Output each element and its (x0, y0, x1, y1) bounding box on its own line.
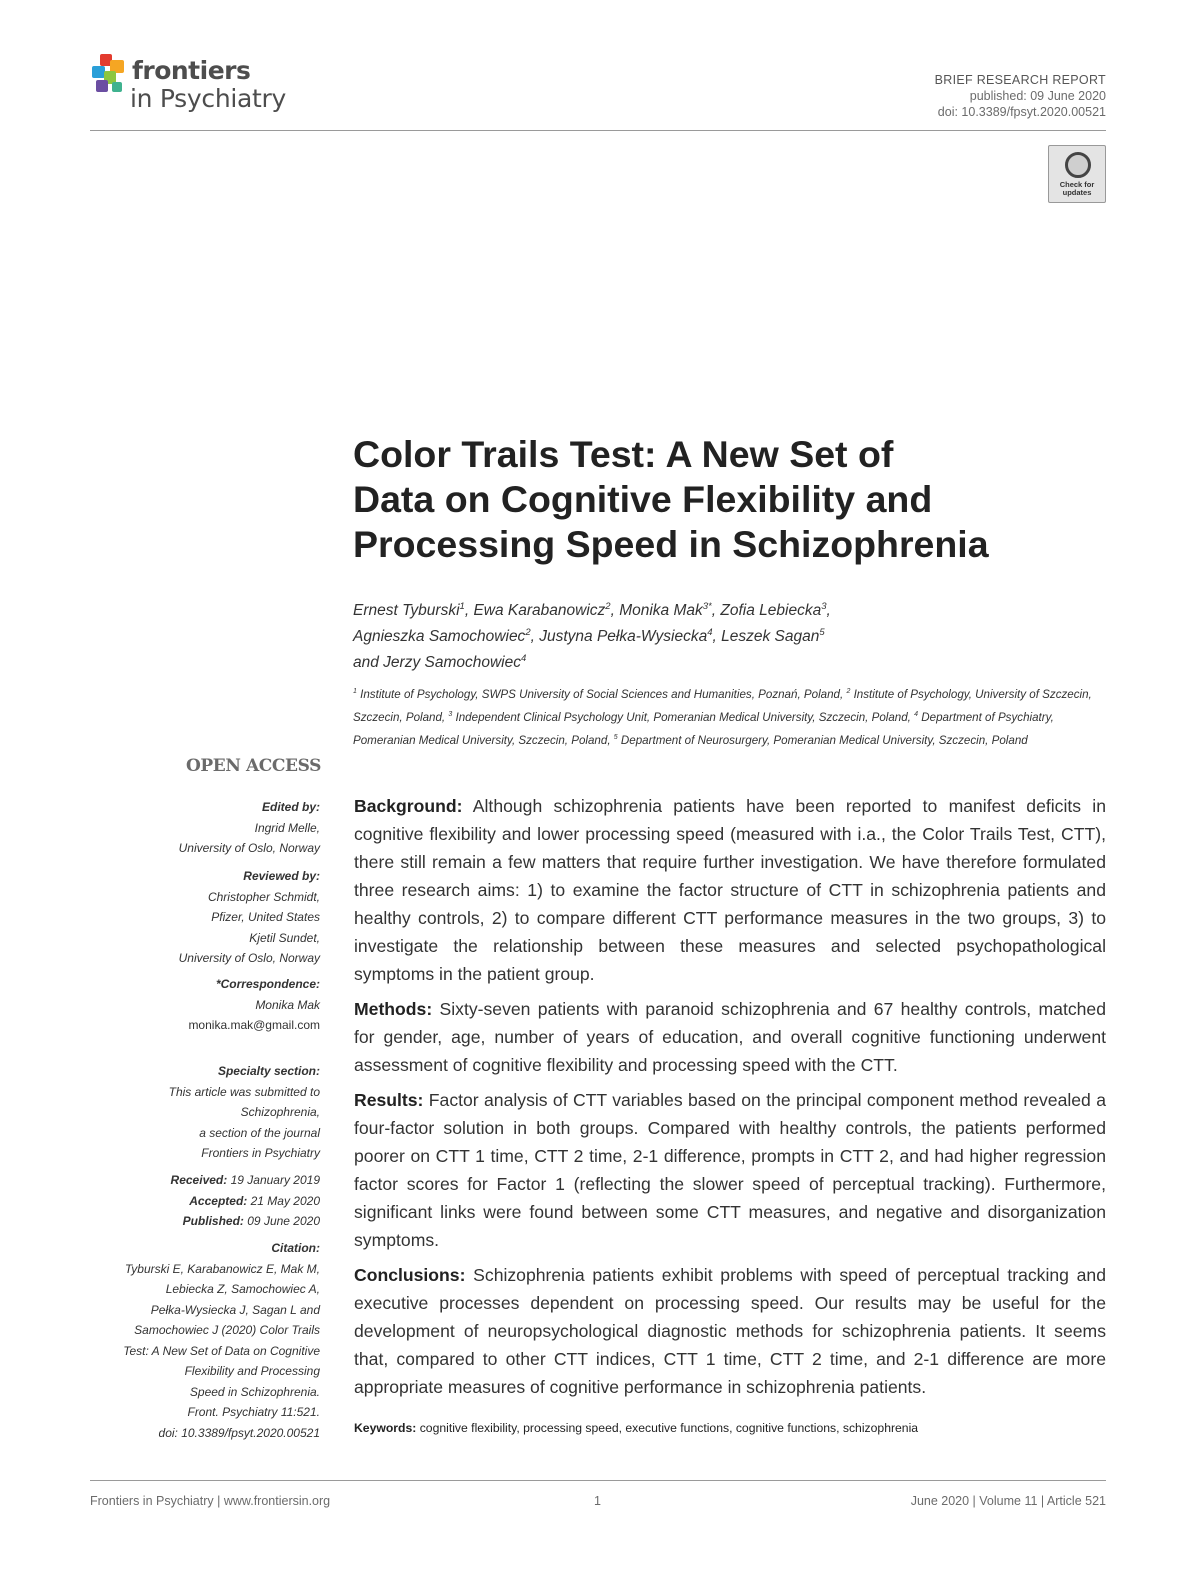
author-separator: , (712, 628, 722, 646)
abstract-conclusions (354, 1261, 1106, 1401)
specialty-line: Schizophrenia, (240, 1105, 320, 1119)
reviewer-name[interactable]: Kjetil Sundet, (249, 930, 320, 945)
article-dates (90, 1170, 320, 1232)
citation-info (90, 1238, 320, 1443)
conclusions-text: Schizophrenia patients exhibit problems with speed of perceptual tracking and executive processes dependent on processing speed. Our results may be useful for the development of neuropsychological diagnostic methods for schizophrenia patients. It seems that, compared to other CTT indices, CTT 1 time, CTT 2 time, and 2-1 difference are more appropriate measures of cognitive performance in schizophrenia patients. (354, 1265, 1106, 1397)
open-access-label: OPEN ACCESS (186, 756, 321, 776)
article-type: BRIEF RESEARCH REPORT (934, 73, 1106, 87)
received-row (90, 1170, 320, 1191)
conclusions-heading: Conclusions: (354, 1265, 466, 1285)
article-meta (935, 72, 1106, 120)
abstract-background (354, 792, 1106, 988)
keywords-label: Keywords: (354, 1421, 417, 1435)
page-number: 1 (594, 1494, 601, 1508)
correspondence-label: *Correspondence: (215, 977, 320, 991)
author-sup: 2 (605, 601, 611, 612)
received-date: 19 January 2019 (227, 1173, 320, 1187)
author-separator: , (826, 602, 831, 620)
author-name[interactable]: Ernest Tyburski (353, 602, 460, 620)
affiliation-text: Institute of Psychology, University of Szczecin, Szczecin, Poland, (353, 687, 1092, 725)
affiliation-sup: 4 (914, 711, 919, 719)
author-separator: , (711, 602, 721, 620)
footer-issue-info: June 2020 | Volume 11 | Article 521 (910, 1494, 1106, 1508)
affiliation-text: Independent Clinical Psychology Unit, Pomeranian Medical University, Szczecin, Poland, (452, 711, 915, 725)
abstract (354, 792, 1106, 1408)
journal-logo (90, 52, 310, 122)
published-date: 09 June 2020 (243, 1214, 320, 1228)
author-separator: , (530, 628, 540, 646)
title-line: Color Trails Test: A New Set of (353, 433, 894, 475)
affiliation-text: Institute of Psychology, SWPS University of Social Sciences and Humanities, Poznań, Poland, (356, 687, 847, 701)
article-doi[interactable]: doi: 10.3389/fpsyt.2020.00521 (937, 105, 1106, 119)
edited-by-label: Edited by: (261, 800, 320, 814)
citation-line: Lebiecka Z, Samochowiec A, (165, 1282, 320, 1296)
keywords-text: cognitive flexibility, processing speed, executive functions, cognitive functions, schizophrenia (416, 1421, 919, 1435)
author-name[interactable]: Monika Mak (619, 602, 703, 620)
frontiers-logo-icon (90, 54, 130, 98)
editor-info (90, 797, 320, 859)
check-for-updates-button[interactable] (1048, 145, 1106, 203)
logo-journal-name: in Psychiatry (130, 84, 287, 113)
citation-line: Flexibility and Processing (184, 1364, 320, 1378)
author-name[interactable]: Agnieszka Samochowiec (353, 628, 526, 646)
author-list (353, 596, 1113, 674)
affiliation-sup: 1 (353, 688, 357, 695)
specialty-line: Frontiers in Psychiatry (201, 1146, 320, 1160)
author-sup: 4 (521, 653, 527, 665)
reviewer-affiliation: University of Oslo, Norway (178, 951, 320, 965)
affiliation-text: Department of Neurosurgery, Pomeranian Medical University, Szczecin, Poland (617, 734, 1028, 748)
author-sup: 5 (819, 627, 825, 639)
author-sup: 2 (525, 627, 531, 639)
affiliation-text: Department of Psychiatry, Pomeranian Medical University, Szczecin, Poland, (353, 711, 1054, 748)
citation-doi-link[interactable]: doi: 10.3389/fpsyt.2020.00521 (158, 1425, 320, 1440)
results-text: Factor analysis of CTT variables based on the principal component method revealed a four-factor solution in both groups. Compared with healthy controls, the patients performed poorer on CTT 1 time, CTT 2 time, 2-1 difference, prompts in CTT 2, and had higher regression factor scores for Factor 1 (reflecting the slower speed of perceptual tracking). Furthermore, significant links were found between some CTT measures, and negative and disorganization symptoms. (354, 1090, 1106, 1250)
affiliation-sup: 3 (448, 711, 453, 719)
results-heading: Results: (354, 1090, 424, 1110)
specialty-line: This article was submitted to (168, 1084, 320, 1099)
reviewer-info (90, 866, 320, 969)
footer-divider (90, 1480, 1106, 1481)
affiliation-sup: 2 (846, 688, 851, 695)
accepted-row (90, 1191, 320, 1212)
author-name[interactable]: Justyna Pełka-Wysiecka (539, 628, 708, 646)
update-check-icon (1065, 152, 1091, 178)
footer-journal-link[interactable]: Frontiers in Psychiatry | www.frontiersin.org (90, 1494, 331, 1508)
author-sup: 1 (459, 601, 465, 612)
published-row (90, 1211, 320, 1232)
abstract-methods (354, 995, 1106, 1079)
affiliations (353, 682, 1113, 751)
citation-line: Pełka-Wysiecka J, Sagan L and (150, 1302, 320, 1317)
reviewed-by-label: Reviewed by: (243, 869, 320, 883)
header-divider (90, 130, 1106, 131)
citation-line: Speed in Schizophrenia. (189, 1384, 320, 1399)
author-name[interactable]: Zofia Lebiecka (720, 602, 822, 620)
published-label: Published: (182, 1214, 244, 1228)
article-title (353, 432, 1113, 567)
published-date: published: 09 June 2020 (969, 89, 1106, 103)
affiliation-sup: 5 (613, 734, 618, 742)
citation-line: Samochowiec J (2020) Color Trails (134, 1323, 320, 1337)
methods-text: Sixty-seven patients with paranoid schizophrenia and 67 healthy controls, matched for gender, age, number of years of education, and overall cognitive functioning underwent assessment of cognitive flexibility and processing speed with the CTT. (354, 999, 1106, 1075)
author-sup: 3 (821, 601, 827, 612)
author-name[interactable]: Leszek Sagan (721, 628, 820, 646)
editor-name[interactable]: Ingrid Melle, (254, 820, 320, 835)
specialty-label: Specialty section: (217, 1064, 320, 1078)
author-name[interactable]: Ewa Karabanowicz (473, 602, 606, 620)
correspondence-email-link[interactable]: monika.mak@gmail.com (188, 1018, 320, 1032)
correspondence-name: Monika Mak (255, 997, 320, 1012)
title-line: Processing Speed in Schizophrenia (353, 523, 989, 565)
reviewer-affiliation: Pfizer, United States (211, 910, 320, 924)
accepted-label: Accepted: (189, 1193, 248, 1208)
received-label: Received: (170, 1173, 228, 1187)
citation-line: Test: A New Set of Data on Cognitive (123, 1343, 320, 1358)
author-sup: 4 (707, 627, 713, 639)
author-sup: 3* (702, 601, 712, 612)
background-text: Although schizophrenia patients have been reported to manifest deficits in cognitive flexibility and lower processing speed (measured with i.a., the Color Trails Test, CTT), there still remain a few matters that require further investigation. We have therefore formulated three research aims: 1) to examine the factor structure of CTT in schizophrenia patients and healthy controls, 2) to compare different CTT performance measures in the two groups, 3) to investigate the relationship between these measures and selected psychopathological symptoms in the patient group. (354, 796, 1106, 984)
author-separator: , (610, 602, 620, 620)
logo-wordmark: frontiers (132, 56, 251, 85)
check-for-updates-label: Check for updates (1059, 180, 1095, 197)
keywords (354, 1421, 1106, 1435)
citation-line: Front. Psychiatry 11:521. (187, 1405, 320, 1419)
author-name[interactable]: and Jerzy Samochowiec (353, 654, 521, 672)
specialty-section (90, 1061, 320, 1164)
specialty-line: a section of the journal (199, 1125, 320, 1140)
editor-affiliation: University of Oslo, Norway (178, 841, 320, 855)
correspondence-info (90, 974, 320, 1036)
accepted-date: 21 May 2020 (247, 1193, 320, 1208)
citation-line: Tyburski E, Karabanowicz E, Mak M, (124, 1261, 320, 1276)
title-line: Data on Cognitive Flexibility and (353, 478, 933, 520)
methods-heading: Methods: (354, 999, 433, 1019)
author-separator: , (464, 602, 474, 620)
abstract-results (354, 1086, 1106, 1254)
reviewer-name[interactable]: Christopher Schmidt, (207, 889, 320, 904)
background-heading: Background: (354, 796, 463, 816)
citation-label: Citation: (271, 1241, 320, 1255)
